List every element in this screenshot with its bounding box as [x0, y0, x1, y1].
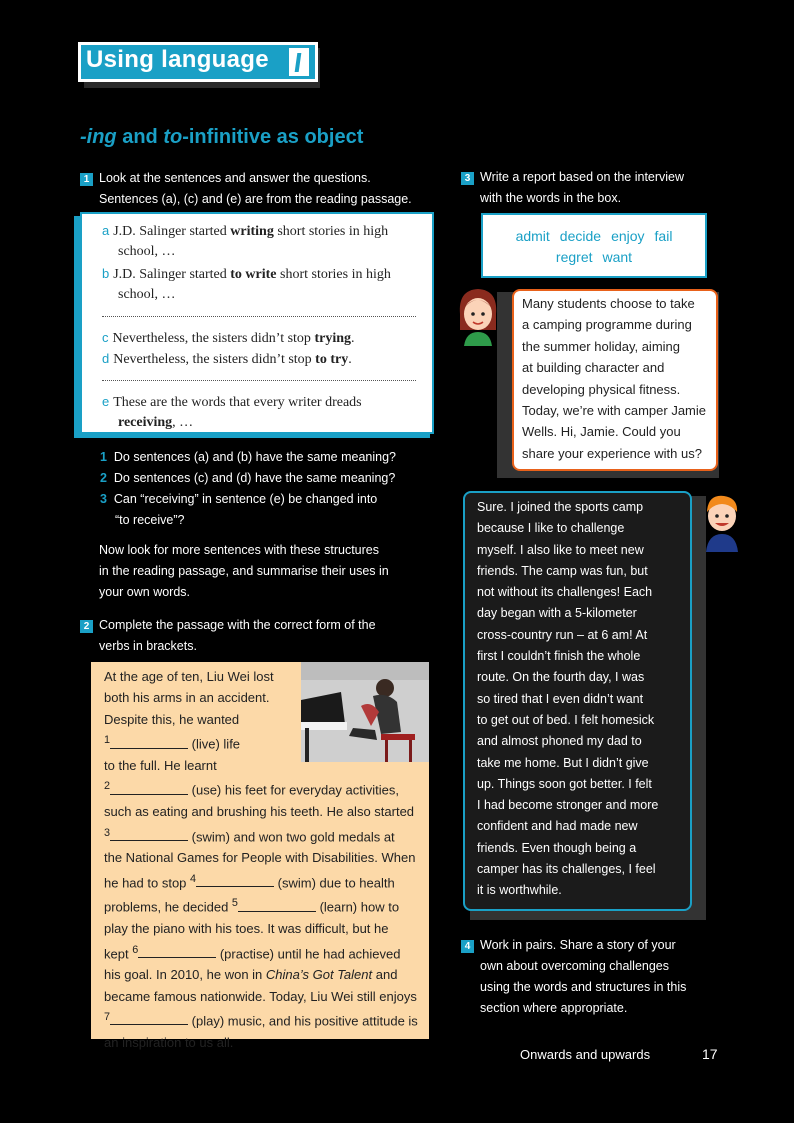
example-a-cont: school, …: [118, 244, 176, 259]
question-1-number: 1: [80, 173, 93, 186]
blank-7[interactable]: [110, 1012, 188, 1025]
question-4-instruction: Work in pairs. Share a story of your own about overcoming challenges using the words and structures in this section where appropriate.: [480, 938, 687, 1015]
question-2-instruction: Complete the passage with the correct form of the verbs in brackets.: [99, 618, 376, 653]
question-3-instruction: Write a report based on the interview with the words in the box.: [480, 170, 685, 205]
word-box: [481, 213, 707, 278]
jamie-speech-bubble: Sure. I joined the sports camp because I like to challenge myself. I also like to meet new friends. The camp was fun, but not without its challenges! Each day began with a 5-kilometer cross-country run – at 6 am! At first I couldn’t finish the whole route. On the fourth day, I was so tired that I even didn’t want to get out of bed. I felt homesick and almost phoned my dad to take me home. But I didn’t give up. Things soon got better. I felt I had become stronger and more confident and had made new friends. Even though being a camper has its challenges, I feel it is worthwhile.: [463, 491, 692, 911]
question-4-number: 4: [461, 940, 474, 953]
blank-4[interactable]: [196, 874, 274, 887]
blank-1[interactable]: [110, 736, 188, 749]
example-d: d Nevertheless, the sisters didn’t stop to try.: [102, 351, 352, 367]
blank-3[interactable]: [110, 828, 188, 841]
example-c: c Nevertheless, the sisters didn’t stop trying.: [102, 330, 355, 346]
jamie-avatar: [700, 492, 744, 559]
example-e-cont: receiving, …: [118, 415, 194, 430]
section-title: -ing and to-infinitive as object: [80, 126, 364, 148]
pianist-photo: [301, 662, 429, 762]
question-1-followup: Now look for more sentences with these structures in the reading passage, and summarise their uses in your own words.: [99, 543, 389, 599]
interviewer-speech-bubble: Many students choose to take a camping programme during the summer holiday, aiming at building character and developing physical fitness. Today, we’re with camper Jamie Wells. Hi, Jamie. Could you share your experience with us?: [512, 289, 718, 471]
interviewer-avatar: [454, 286, 502, 353]
header-title: Using language: [86, 46, 269, 73]
example-sentences-box: [80, 212, 434, 434]
word-list: admit decide enjoy fail regret want: [515, 228, 673, 265]
page-number: 17: [702, 1046, 718, 1062]
blank-2[interactable]: [110, 782, 188, 795]
question-2-number: 2: [80, 620, 93, 633]
question-1-instruction: Look at the sentences and answer the questions. Sentences (a), (c) and (e) are from the reading passage.: [99, 171, 412, 206]
example-b: b J.D. Salinger started to write short stories in high: [102, 266, 391, 282]
question-3-number: 3: [461, 172, 474, 185]
example-e: e These are the words that every writer dreads: [102, 394, 362, 410]
header-bookmark-icon: [289, 48, 309, 76]
divider: [102, 380, 416, 381]
example-a: a J.D. Salinger started writing short stories in high: [102, 223, 389, 239]
blank-6[interactable]: [138, 945, 216, 958]
blank-5[interactable]: [238, 899, 316, 912]
question-1-subquestions: 1 Do sentences (a) and (b) have the same meaning? 2 Do sentences (c) and (d) have the same meaning? 3 Can “receiving” in sentence (e) be changed into “to receive”?: [100, 450, 397, 527]
divider: [102, 316, 416, 317]
example-b-cont: school, …: [118, 287, 176, 302]
footer-unit-title: Onwards and upwards: [520, 1047, 651, 1062]
passage-text: At the age of ten, Liu Wei lost both his arms in an accident. Despite this, he wanted $^1$ (live) life to the full. He learnt $^2$ (use) his feet for everyday activities, such as eating and brushing his teeth. He also started $^3$ (swim) and won two gold medals at the National Games for People with Disabilities. When he had to stop $^4$ (swim) due to health problems, he decided $^5$ (learn) how to play the piano with his toes. It was difficult, but he kept $^6$ (practise) until he had achieved his goal. In 2010, he won in China’s Got Talent and became famous nationwide. Today, Liu Wei still enjoys $^7$ (play) music, and his positive attitude is an inspiration to us all.: [104, 669, 418, 1050]
